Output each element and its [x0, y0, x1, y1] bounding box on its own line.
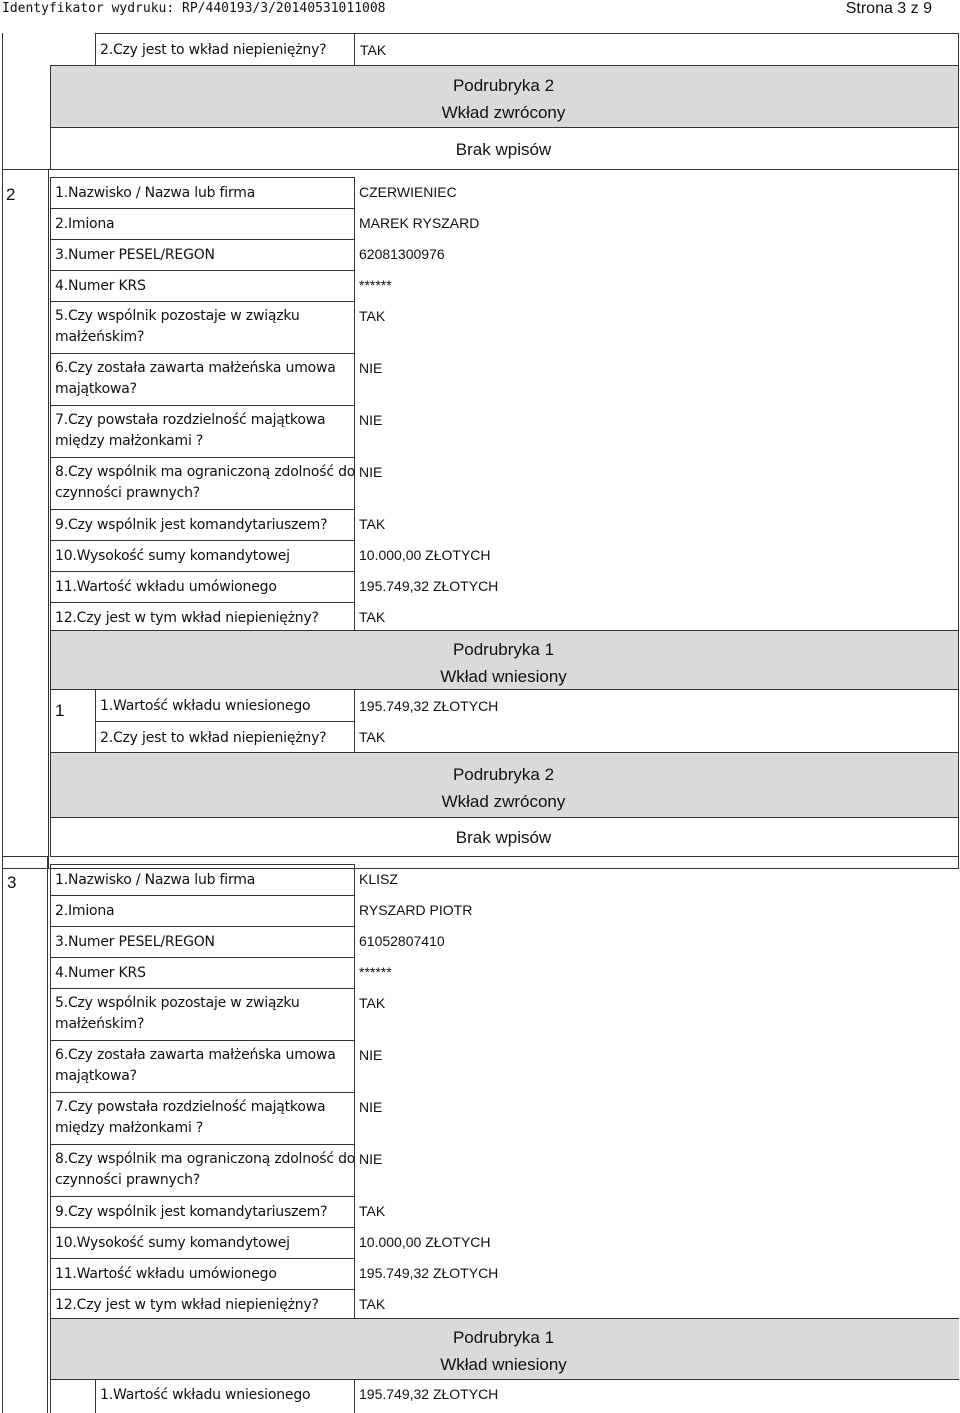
question-cell — [50, 1092, 355, 1145]
question-label: 12.Czy jest w tym wkład niepieniężny? — [55, 610, 319, 626]
answer-cell — [354, 988, 959, 1041]
question-label: 7.Czy powstała rozdzielność majątkowa — [55, 1099, 326, 1115]
answer-value: NIE — [359, 464, 383, 480]
question-label: 2.Czy jest to wkład niepieniężny? — [100, 730, 327, 746]
question-label: 1.Nazwisko / Nazwa lub firma — [55, 872, 256, 888]
answer-cell — [354, 405, 959, 458]
answer-value: 10.000,00 ZŁOTYCH — [359, 1234, 491, 1250]
empty-notice: Brak wpisów — [455, 828, 552, 847]
question-label: 5.Czy wspólnik pozostaje w związku — [55, 995, 300, 1011]
question-label: 3.Numer PESEL/REGON — [55, 934, 215, 950]
answer-value: TAK — [360, 42, 387, 58]
question-label: 1.Wartość wkładu wniesionego — [100, 1387, 311, 1403]
entry-number-cell — [50, 689, 96, 753]
answer-cell — [354, 239, 959, 271]
answer-value: NIE — [359, 1047, 383, 1063]
question-label: 6.Czy została zawarta małżeńska umowa — [55, 360, 336, 376]
question-label-cont: czynności prawnych? — [55, 485, 201, 501]
question-cell — [50, 1227, 355, 1259]
question-cell — [50, 895, 355, 927]
answer-cell — [354, 1289, 959, 1321]
question-label: 4.Numer KRS — [55, 965, 146, 981]
print-identifier: Identyfikator wydruku: RP/440193/3/20140531011008 — [2, 1, 386, 16]
answer-value: TAK — [359, 609, 386, 625]
question-label-cont: między małżonkami ? — [55, 1120, 204, 1136]
question-cell — [50, 509, 355, 541]
subsection-title: Podrubryka 2 — [452, 765, 555, 784]
subsection-header — [50, 1318, 959, 1380]
question-cell — [50, 926, 355, 958]
answer-value: MAREK RYSZARD — [359, 215, 480, 231]
question-cell — [50, 571, 355, 603]
question-label-cont: małżeńskim? — [55, 1016, 145, 1032]
entry-number: 1 — [55, 701, 65, 720]
question-cell — [50, 177, 355, 209]
subsection-header — [50, 630, 959, 690]
question-cell — [95, 689, 355, 722]
answer-cell — [354, 457, 959, 510]
question-label: 11.Wartość wkładu umówionego — [55, 1266, 277, 1282]
question-label: 5.Czy wspólnik pozostaje w związku — [55, 308, 300, 324]
question-cell — [50, 1144, 355, 1197]
answer-cell — [354, 540, 959, 572]
answer-cell — [354, 177, 959, 209]
answer-value: RYSZARD PIOTR — [359, 902, 473, 918]
entry-number-cell — [50, 1379, 96, 1413]
answer-value: TAK — [359, 729, 386, 745]
partner-number: 3 — [7, 873, 17, 892]
question-label: 1.Wartość wkładu wniesionego — [100, 698, 311, 714]
answer-value: 195.749,32 ZŁOTYCH — [359, 578, 499, 594]
partner-2-divider — [48, 169, 49, 869]
answer-cell — [354, 689, 959, 722]
question-cell — [95, 1379, 355, 1413]
question-label: 8.Czy wspólnik ma ograniczoną zdolność do — [55, 464, 356, 480]
question-label: 7.Czy powstała rozdzielność majątkowa — [55, 412, 326, 428]
answer-cell — [354, 1258, 959, 1290]
partner-number: 2 — [6, 185, 16, 204]
question-label-cont: czynności prawnych? — [55, 1172, 201, 1188]
question-label: 1.Nazwisko / Nazwa lub firma — [55, 185, 256, 201]
subsection-title: Podrubryka 1 — [452, 1328, 555, 1347]
question-label: 10.Wysokość sumy komandytowej — [55, 548, 290, 564]
answer-value: NIE — [359, 1099, 383, 1115]
question-label: 6.Czy została zawarta małżeńska umowa — [55, 1047, 336, 1063]
answer-value: TAK — [359, 995, 386, 1011]
question-label: 11.Wartość wkładu umówionego — [55, 579, 277, 595]
answer-cell — [354, 353, 959, 406]
answer-value: TAK — [359, 1296, 386, 1312]
answer-cell — [354, 1196, 959, 1228]
empty-notice-cell — [50, 817, 959, 857]
answer-cell — [354, 864, 959, 896]
partner-number-cell — [2, 856, 48, 1413]
question-label-cont: małżeńskim? — [55, 329, 145, 345]
question-cell — [95, 721, 355, 753]
answer-value: KLISZ — [359, 871, 398, 887]
page-number: Strona 3 z 9 — [845, 0, 932, 17]
question-label: 2.Czy jest to wkład niepieniężny? — [100, 42, 327, 58]
answer-cell — [354, 895, 959, 927]
answer-cell — [354, 1227, 959, 1259]
subsection-header — [50, 752, 959, 818]
question-cell — [50, 239, 355, 271]
top-q2-cell — [95, 33, 355, 66]
question-label-cont: majątkowa? — [55, 381, 137, 397]
answer-value: 10.000,00 ZŁOTYCH — [359, 547, 491, 563]
subsection-title: Podrubryka 1 — [452, 640, 555, 659]
answer-value: 195.749,32 ZŁOTYCH — [359, 1386, 499, 1402]
question-label: 9.Czy wspólnik jest komandytariuszem? — [55, 517, 328, 533]
answer-value: TAK — [359, 1203, 386, 1219]
subsection-name: Wkład zwrócony — [441, 792, 566, 811]
question-label: 10.Wysokość sumy komandytowej — [55, 1235, 290, 1251]
question-cell — [50, 957, 355, 989]
question-cell — [50, 1040, 355, 1093]
answer-cell — [354, 1379, 959, 1413]
answer-value: NIE — [359, 360, 383, 376]
answer-cell — [354, 509, 959, 541]
print-header — [0, 0, 960, 16]
question-cell — [50, 457, 355, 510]
question-label: 2.Imiona — [55, 903, 115, 919]
answer-value: CZERWIENIEC — [359, 184, 457, 200]
answer-value: NIE — [359, 412, 383, 428]
question-label: 3.Numer PESEL/REGON — [55, 247, 215, 263]
answer-cell — [354, 208, 959, 240]
question-label: 9.Czy wspólnik jest komandytariuszem? — [55, 1204, 328, 1220]
answer-cell — [354, 1092, 959, 1145]
question-cell — [50, 301, 355, 354]
question-cell — [50, 1196, 355, 1228]
answer-cell — [354, 1040, 959, 1093]
subsection-name: Wkład wniesiony — [440, 1355, 567, 1374]
answer-value: TAK — [359, 308, 386, 324]
answer-cell — [354, 957, 959, 989]
subsection-name: Wkład zwrócony — [441, 103, 566, 122]
answer-cell — [354, 571, 959, 603]
answer-value: TAK — [359, 516, 386, 532]
answer-cell — [354, 270, 959, 302]
question-cell — [50, 540, 355, 572]
question-label: 8.Czy wspólnik ma ograniczoną zdolność do — [55, 1151, 356, 1167]
question-label: 4.Numer KRS — [55, 278, 146, 294]
subsection-title: Podrubryka 2 — [452, 76, 555, 95]
answer-cell — [354, 301, 959, 354]
answer-value: ****** — [359, 277, 392, 293]
answer-value: 62081300976 — [359, 246, 445, 262]
answer-cell — [354, 1144, 959, 1197]
question-cell — [50, 988, 355, 1041]
question-label: 2.Imiona — [55, 216, 115, 232]
empty-notice: Brak wpisów — [455, 140, 552, 159]
question-cell — [50, 864, 355, 896]
answer-value: 195.749,32 ZŁOTYCH — [359, 1265, 499, 1281]
question-cell — [50, 405, 355, 458]
empty-notice-cell — [50, 127, 959, 170]
question-label-cont: między małżonkami ? — [55, 433, 204, 449]
subsection-header — [50, 65, 959, 128]
question-label: 12.Czy jest w tym wkład niepieniężny? — [55, 1297, 319, 1313]
answer-value: ****** — [359, 964, 392, 980]
answer-cell — [354, 721, 959, 753]
top-a2-cell — [354, 33, 959, 66]
answer-value: 195.749,32 ZŁOTYCH — [359, 698, 499, 714]
answer-cell — [354, 926, 959, 958]
question-cell — [50, 353, 355, 406]
question-cell — [50, 1258, 355, 1290]
question-cell — [50, 208, 355, 240]
question-cell — [50, 270, 355, 302]
question-label-cont: majątkowa? — [55, 1068, 137, 1084]
subsection-name: Wkład wniesiony — [440, 667, 567, 686]
question-cell — [50, 1289, 355, 1321]
answer-value: 61052807410 — [359, 933, 445, 949]
answer-value: NIE — [359, 1151, 383, 1167]
